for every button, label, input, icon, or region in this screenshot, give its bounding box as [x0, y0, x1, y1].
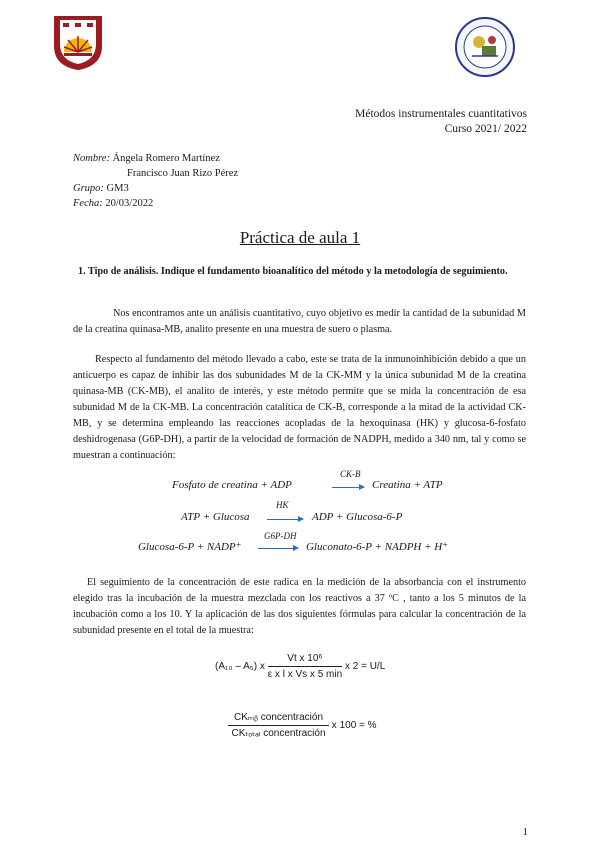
reaction-1	[172, 469, 472, 499]
formula-1-prefix: (A₁₀ – A₅) x	[215, 661, 265, 673]
reaction-1-enzyme: CK-B	[340, 469, 361, 479]
formula-2-denominator: CKₜₒₜₐₗ concentración	[231, 728, 326, 739]
reaction-3-left: Glucosa-6-P + NADP⁺	[138, 541, 242, 553]
formula-2-fraction	[228, 712, 329, 739]
paragraph-2: Respecto al fundamento del método llevado a cabo, este se trata de la inmunoinhibición debido a que un anticuerpo es capaz de inhibir las dos subunidades M de la CK-MM y la única subunidad M de la creatina quinasa-MB (CK-MB), el analito de interés, y este método permite que se mida la concentración de esa subunidad M de la CK-MB. La concentración catalítica de CK-B, corresponde a la mitad de la actividad CK-MB, y se determina empleando las reacciones acopladas de la hexoquinasa (HK) y glucosa-6-fosfato deshidrogenasa (G6P-DH), a partir de la velocidad de formación de NADPH, medido a 340 nm, tal y como se muestran a continuación:	[73, 354, 526, 461]
name-label: Nombre:	[73, 153, 110, 164]
formula-2-suffix: x 100 = %	[331, 720, 377, 732]
question-heading: 1. Tipo de análisis. Indique el fundamento bioanalítico del método y la metodología de seguimiento.	[78, 266, 508, 277]
reaction-1-right: Creatina + ATP	[372, 479, 443, 491]
document-title: Práctica de aula 1	[239, 228, 361, 247]
formula-1-numerator: Vt x 10⁶	[268, 653, 342, 667]
reaction-2-left: ATP + Glucosa	[181, 511, 250, 523]
reaction-1-left: Fosfato de creatina + ADP	[172, 479, 292, 491]
reaction-2-right: ADP + Glucosa-6-P	[312, 511, 403, 523]
student-name-2: Francisco Juan Rizo Pérez	[127, 168, 239, 179]
paragraph-1: Nos encontramos ante un análisis cuantitativo, cuyo objetivo es medir la cantidad de la subunidad M de la creatina quinasa-MB, analito presente en una muestra de suero o plasma.	[73, 308, 526, 335]
student-name-1: Ángela Romero Martínez	[112, 153, 220, 164]
reaction-2-arrow-icon	[267, 519, 303, 520]
date-label: Fecha:	[73, 198, 103, 209]
course-year: Curso 2021/ 2022	[444, 123, 527, 135]
university-logo-left	[50, 12, 106, 72]
formula-1-suffix: x 2 = U/L	[344, 661, 386, 673]
reaction-3-arrow-icon	[258, 548, 298, 549]
formula-1-fraction	[268, 653, 342, 680]
reaction-3-enzyme: G6P-DH	[264, 531, 297, 541]
formula-percentage	[228, 712, 428, 739]
course-name: Métodos instrumentales cuantitativos	[355, 108, 527, 120]
reaction-2-enzyme: HK	[276, 500, 289, 510]
paragraph-3: El seguimiento de la concentración de este radica en la medición de la absorbancia con el instrumento elegido tras la incubación de la muestra mezclada con los reactivos a 37 ºC , tanto a los 5 minutos de la incubación como a los 10. Y la aplicación de las dos siguientes fórmulas para calcular la concentración de la subunidad presente en el total de la muestra:	[73, 577, 526, 636]
reaction-3	[138, 531, 478, 560]
date-value: 20/03/2022	[105, 198, 154, 209]
formula-1-denominator: ε x l x Vs x 5 min	[267, 669, 343, 680]
reaction-3-right: Gluconato-6-P + NADPH + H⁺	[306, 541, 449, 553]
formula-activity	[215, 653, 455, 680]
student-info	[73, 151, 238, 211]
reaction-2	[181, 500, 481, 531]
course-header	[355, 107, 527, 137]
reaction-1-arrow-icon	[332, 487, 364, 488]
faculty-seal-logo-right	[446, 16, 524, 78]
page-number: 1	[522, 826, 528, 838]
group-value: GM3	[106, 183, 129, 194]
group-label: Grupo:	[73, 183, 104, 194]
formula-2-numerator: CKₘᵦ concentración	[228, 712, 329, 726]
